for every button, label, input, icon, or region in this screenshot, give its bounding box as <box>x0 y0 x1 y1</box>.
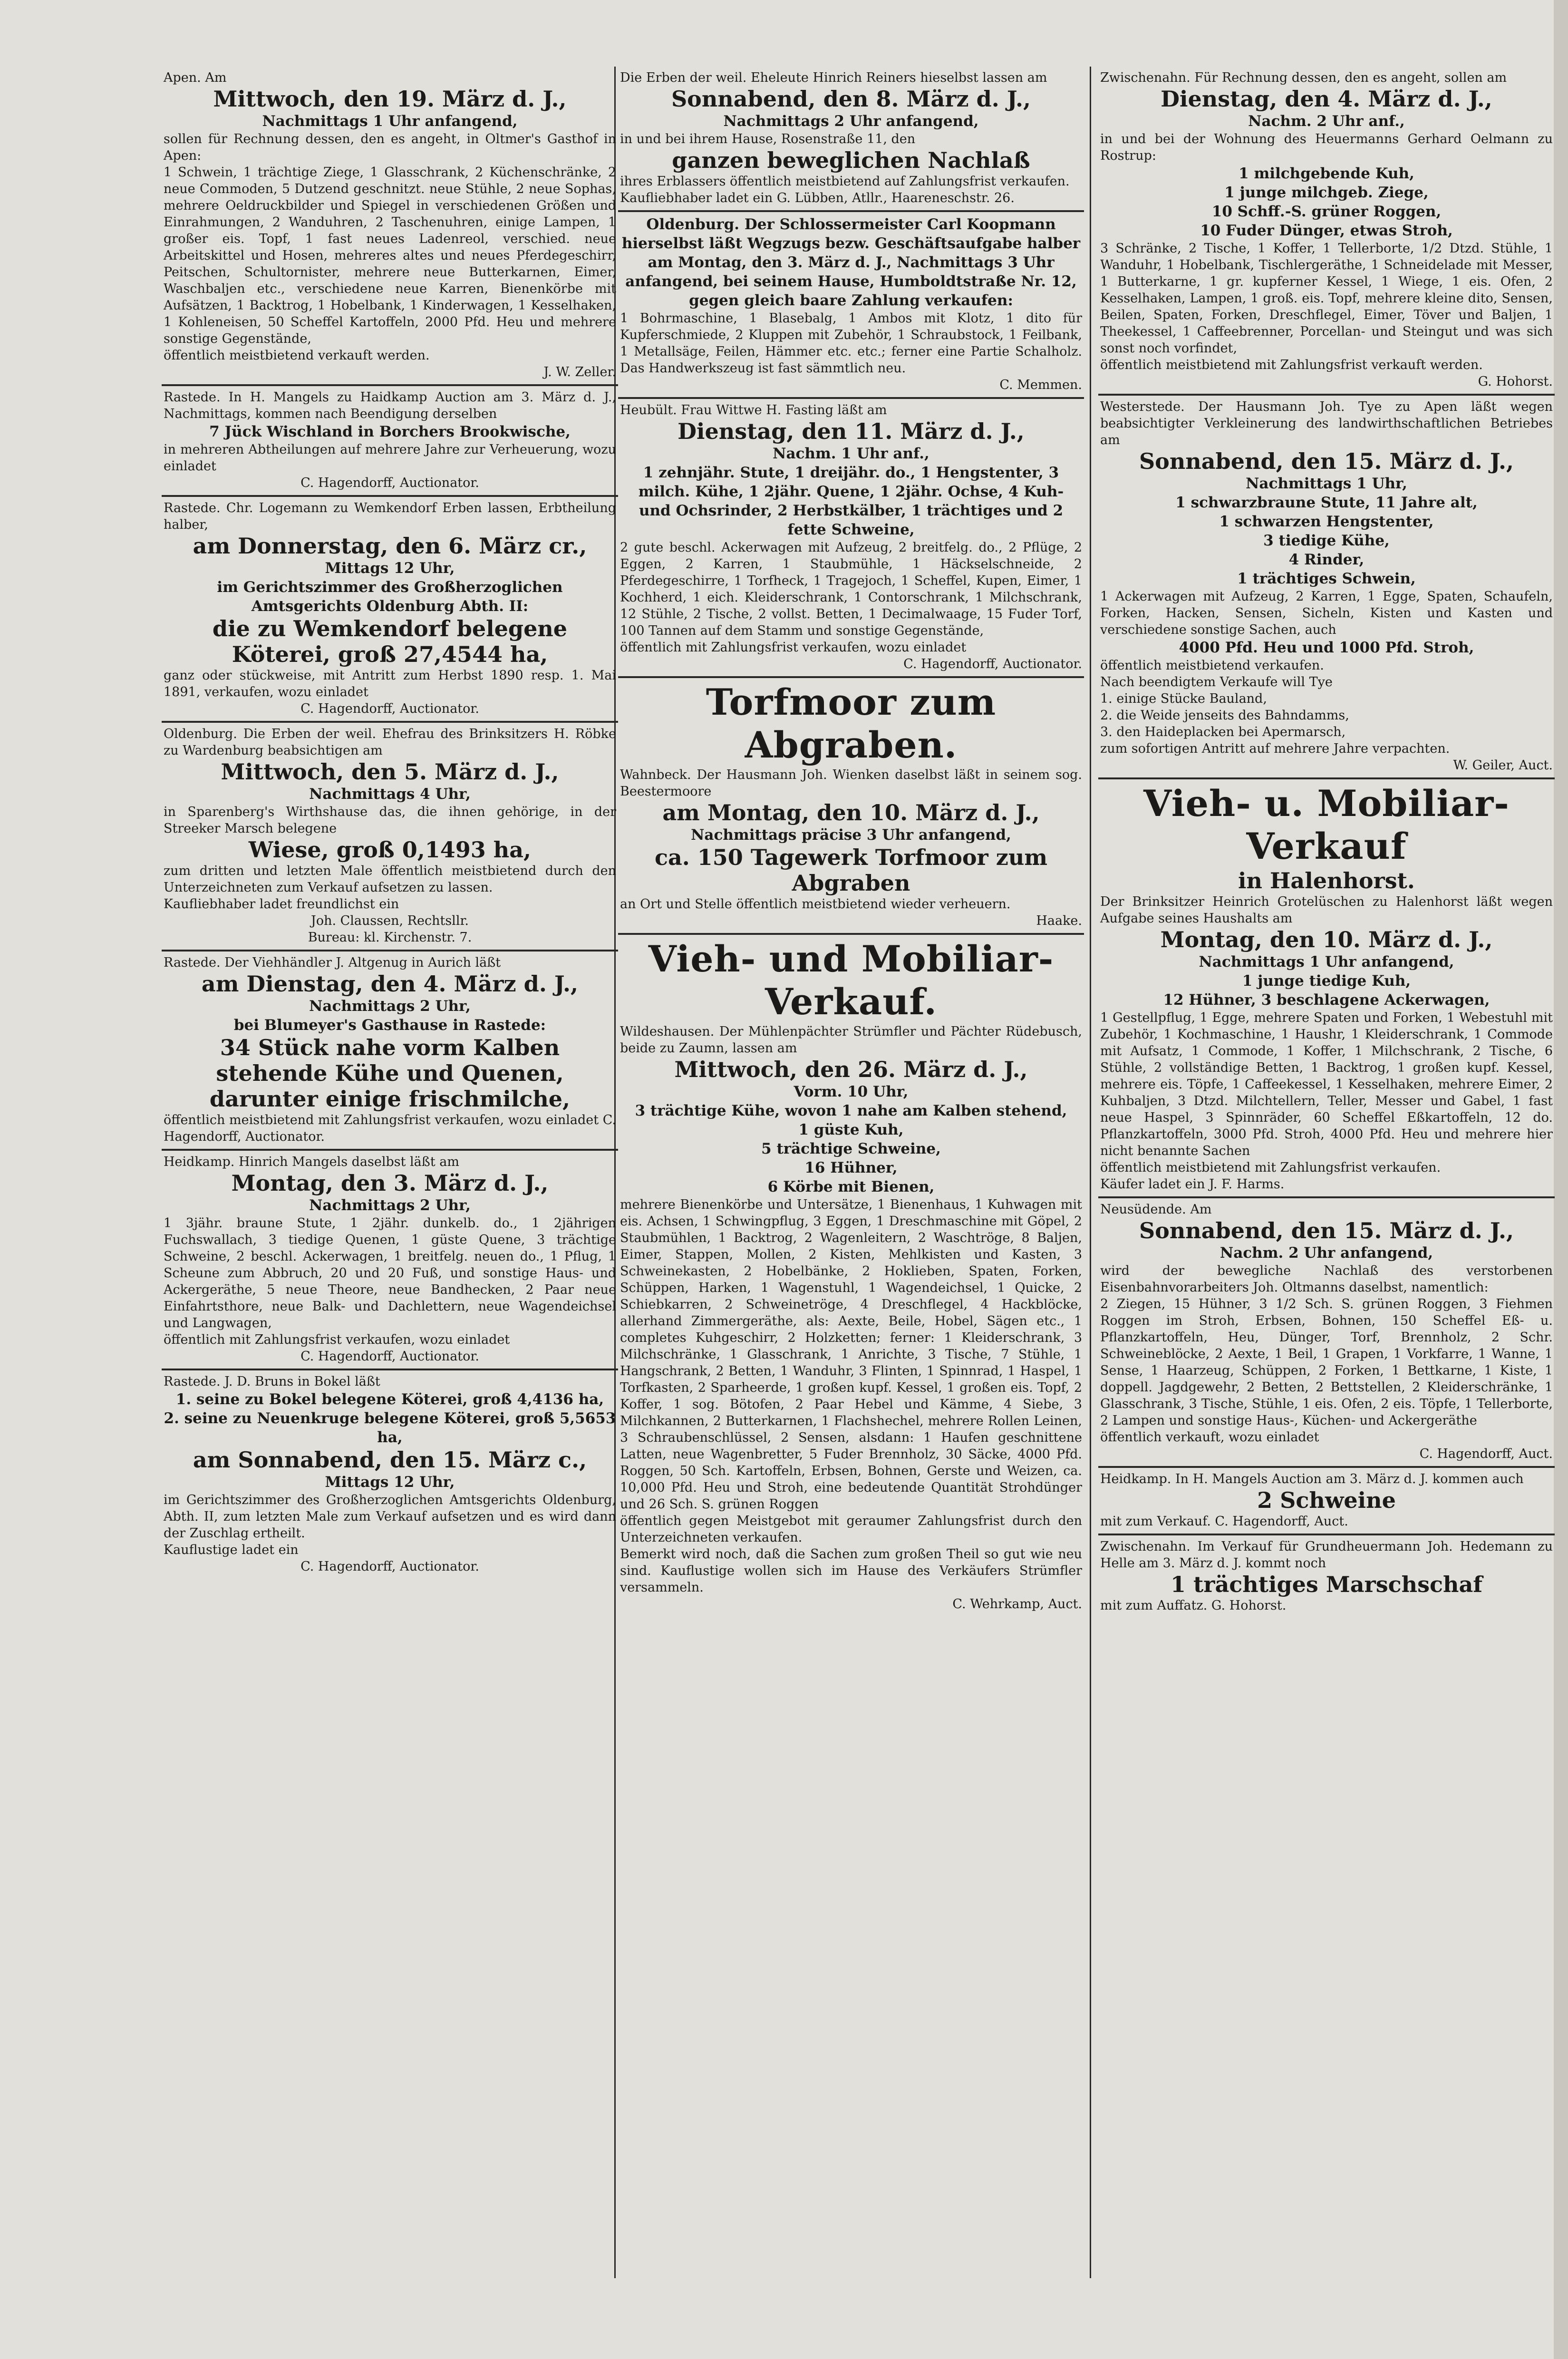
ad-text: C. Hagendorff, Auctionator. <box>300 1349 479 1364</box>
column-3 <box>1098 67 1555 2278</box>
ad-text: öffentlich gegen Meistgebot mit geraumer Zahlungsfrist durch den Unterzeichneten verkaufen. <box>620 1514 1082 1545</box>
ad-text: 1 Ackerwagen mit Aufzeug, 2 Karren, 1 Egge, Spaten, Schaufeln, Forken, Hacken, Sensen, Sicheln, Kisten und Kasten und verschiedene sonstige Sachen, auch <box>1100 589 1553 637</box>
ad-text: C. Wehrkamp, Auct. <box>952 1597 1082 1611</box>
ad-text: 3 trächtige Kühe, wovon 1 nahe am Kalben stehend, <box>635 1102 1067 1119</box>
ad-text: in und bei ihrem Hause, Rosenstraße 11, den <box>620 132 916 146</box>
ad-text: Nachm. 2 Uhr anf., <box>1248 113 1405 130</box>
ad-text: Rastede. J. D. Bruns in Bokel läßt <box>164 1374 380 1389</box>
ad-text: öffentlich meistbietend verkauft werden. <box>164 348 430 363</box>
ad-text: 7 Jück Wischland in Borchers Brookwische, <box>209 423 571 440</box>
ad-text: zum dritten und letzten Male öffentlich meistbietend durch den Unterzeichneten zum Verkauf aufsetzen zu lassen. <box>164 864 616 895</box>
ad-text: W. Geiler, Auct. <box>1453 758 1553 773</box>
advertisement <box>618 67 1084 212</box>
ad-text: öffentlich mit Zahlungsfrist verkaufen, wozu einladet <box>164 1332 510 1347</box>
ad-text: ganz oder stückweise, mit Antritt zum Herbst 1890 resp. 1. Mai 1891, verkaufen, wozu einladet <box>164 668 616 699</box>
ad-text: Kauflustige ladet ein <box>164 1543 299 1557</box>
ad-text: C. Hagendorff, Auctionator. <box>903 657 1082 671</box>
advertisement <box>1098 396 1555 779</box>
ad-text: Wahnbeck. Der Hausmann Joh. Wienken daselbst läßt in seinem sog. Beestermoore <box>620 767 1082 799</box>
ad-text: Nachmittags 2 Uhr anfangend, <box>723 113 979 130</box>
ad-text: Apen. Am <box>164 70 227 85</box>
ad-text: Zwischenahn. Im Verkauf für Grundheuermann Joh. Hedemann zu Helle am 3. März d. J. kommt noch <box>1100 1539 1553 1571</box>
ad-text: 1 junge tiedige Kuh, <box>1242 972 1411 990</box>
ad-text: Joh. Claussen, Rechtsllr. <box>311 913 469 928</box>
ad-text: am Dienstag, den 4. März d. J., <box>201 971 579 997</box>
ad-text: die zu Wemkendorf belegene Köterei, groß 27,4544 ha, <box>212 616 568 667</box>
ad-text: 5 trächtige Schweine, <box>761 1140 941 1157</box>
ad-text: Nachmittags 1 Uhr, <box>1246 475 1407 492</box>
ad-text: G. Hohorst. <box>1478 374 1553 389</box>
ad-text: ihres Erblassers öffentlich meistbietend auf Zahlungsfrist verkaufen. <box>620 174 1070 189</box>
ad-text: öffentlich meistbietend verkaufen. <box>1100 658 1324 673</box>
ad-text: 1 schwarzbraune Stute, 11 Jahre alt, <box>1175 494 1478 511</box>
advertisement <box>1098 1198 1555 1468</box>
ad-text: Oldenburg. Die Erben der weil. Ehefrau des Brinksitzers H. Röbke zu Wardenburg beabsichtigen am <box>164 727 616 758</box>
advertisement <box>162 497 618 723</box>
ad-text: Heidkamp. Hinrich Mangels daselbst läßt am <box>164 1155 459 1169</box>
advertisement <box>162 951 618 1151</box>
ad-text: in Sparenberg's Wirthshause das, die ihnen gehörige, in der Streeker Marsch belegene <box>164 805 616 836</box>
ad-text: Montag, den 3. März d. J., <box>231 1170 549 1196</box>
ad-text: Sonnabend, den 8. März d. J., <box>671 86 1031 112</box>
ad-text: 1 schwarzen Hengstenter, <box>1219 513 1434 530</box>
advertisement <box>1098 779 1555 1198</box>
ad-text: öffentlich meistbietend mit Zahlungsfrist verkaufen. <box>1100 1160 1441 1175</box>
ad-text: 10 Fuder Dünger, etwas Stroh, <box>1200 222 1453 239</box>
ad-text: Bureau: kl. Kirchenstr. 7. <box>308 930 472 945</box>
ad-text: Wildeshausen. Der Mühlenpächter Strümfler und Pächter Rüdebusch, beide zu Zaumn, lassen am <box>620 1024 1082 1056</box>
ad-text: Nachmittags 1 Uhr anfangend, <box>1199 953 1454 971</box>
advertisement <box>162 67 618 386</box>
ad-text: Oldenburg. Der Schlossermeister Carl Koopmann hierselbst läßt Wegzugs bezw. Geschäftsaufgabe halber am Montag, den 3. März d. J., Nachmittags 3 Uhr anfangend, bei seinem Hause, Humboldtstraße Nr. 12, gegen gleich baare Zahlung verkaufen: <box>621 216 1081 309</box>
advertisement <box>162 386 618 497</box>
ad-text: C. Hagendorff, Auctionator. <box>300 701 479 716</box>
ad-text: Westerstede. Der Hausmann Joh. Tye zu Apen läßt wegen beabsichtigter Verkleinerung des landwirthschaftlichen Betriebes am <box>1100 399 1553 447</box>
ad-text: Haake. <box>1036 913 1082 928</box>
ad-text: 1 milchgebende Kuh, <box>1239 165 1414 182</box>
ad-text: C. Hagendorff, Auctionator. <box>300 1559 479 1574</box>
ad-text: 34 Stück nahe vorm Kalben stehende Kühe und Quenen, darunter einige frischmilche, <box>209 1035 571 1112</box>
ad-text: Vieh- und Mobiliar-Verkauf. <box>648 938 1054 1023</box>
ad-text: 1. seine zu Bokel belegene Köterei, groß 4,4136 ha, <box>175 1391 604 1408</box>
advertisement <box>1098 1535 1555 1618</box>
ad-text: 10 Schff.-S. grüner Roggen, <box>1211 203 1442 220</box>
ad-text: in Halenhorst. <box>1238 868 1415 893</box>
ad-text: 1 Gestellpflug, 1 Egge, mehrere Spaten und Forken, 1 Webestuhl mit Zubehör, 1 Kochmaschine, 1 Haushr, 1 Kleiderschrank, 1 Commode mit Aufsatz, 1 Commode, 1 Koffer, 1 Milchschrank, 2 Tische, 6 Stühle, 2 vollständige Betten, 1 Backtrog, 1 großen kupf. Kessel, mehrere eis. Töpfe, 1 Caffeekessel, 1 Kesselhaken, mehrere Eimer, 2 Kuhbaljen, 3 Dtzd. Milchtellern, Teller, Messer und Gabel, 1 fast neue Haspel, 3 Spinnräder, 60 Scheffel Eßkartoffeln, 12 do. Pflanzkartoffeln, 3000 Pfd. Stroh, 4000 Pfd. Heu und mehrere hier nicht benannte Sachen <box>1100 1010 1553 1158</box>
ad-text: 2 Ziegen, 15 Hühner, 3 1/2 Sch. S. grünen Roggen, 3 Fiehmen Roggen im Stroh, Erbsen, Bohnen, 150 Scheffel Eß- u. Pflanzkartoffeln, Heu, Dünger, Torf, Brennholz, 2 Schr. Schweineblöcke, 2 Aexte, 1 Beil, 1 Grapen, 1 Vorkfarre, 1 Wanne, 1 Sense, 1 Haarzeug, Schüppen, 2 Forken, 1 Bettkarne, 1 Kiste, 1 doppell. Jagdgewehr, 2 Betten, 2 Bettstellen, 2 Kleiderschränke, 1 Glasschrank, 3 Tische, Stühle, 1 eis. Ofen, 2 eis. Töpfe, 1 Tellerborte, 2 Lampen und sonstige Haus-, Küchen- und Ackergeräthe <box>1100 1297 1553 1428</box>
ad-text: Käufer ladet ein J. F. Harms. <box>1100 1177 1285 1192</box>
ad-text: 16 Hühner, <box>804 1159 898 1176</box>
advertisement <box>162 723 618 951</box>
ad-text: C. Memmen. <box>999 378 1082 392</box>
ad-text: zum sofortigen Antritt auf mehrere Jahre verpachten. <box>1100 741 1450 756</box>
ad-text: sollen für Rechnung dessen, den es angeht, in Oltmer's Gasthof in Apen: <box>164 132 616 163</box>
ad-text: im Gerichtszimmer des Großherzoglichen Amtsgerichts Oldenburg, Abth. II, zum letzten Male zum Verkauf aufsetzen und es wird dann der Zuschlag ertheilt. <box>164 1493 616 1541</box>
ad-text: öffentlich verkauft, wozu einladet <box>1100 1430 1319 1445</box>
ad-text: Dienstag, den 11. März d. J., <box>678 418 1025 444</box>
ad-text: Sonnabend, den 15. März d. J., <box>1139 1218 1514 1243</box>
ad-text: Nachmittags 2 Uhr, <box>309 998 471 1015</box>
advertisement <box>162 1151 618 1370</box>
ad-text: Nachm. 1 Uhr anf., <box>773 445 929 462</box>
ad-text: 3. den Haideplacken bei Apermarsch, <box>1100 725 1346 739</box>
ad-text: am Donnerstag, den 6. März cr., <box>193 533 587 559</box>
ad-text: bei Blumeyer's Gasthause in Rastede: <box>233 1017 546 1034</box>
ad-text: Mittwoch, den 26. März d. J., <box>674 1057 1028 1082</box>
ad-text: Vorm. 10 Uhr, <box>794 1083 909 1100</box>
advertisement <box>618 935 1084 1616</box>
advertisement <box>618 399 1084 678</box>
ad-text: im Gerichtszimmer des Großherzoglichen Amtsgerichts Oldenburg Abth. II: <box>217 579 563 615</box>
ad-text: Mittags 12 Uhr, <box>325 1474 455 1491</box>
ad-text: ganzen beweglichen Nachlaß <box>672 147 1030 173</box>
ad-text: Nach beendigtem Verkaufe will Tye <box>1100 675 1333 689</box>
advertisement <box>1098 67 1555 396</box>
ad-text: 1 trächtiges Marschschaf <box>1170 1572 1483 1597</box>
ad-text: Bemerkt wird noch, daß die Sachen zum großen Theil so gut wie neu sind. Kauflustige wollen sich im Hause des Verkäufers Strümfler versammeln. <box>620 1547 1082 1595</box>
advertisement <box>162 1370 618 1579</box>
ad-text: Vieh- u. Mobiliar-Verkauf <box>1143 782 1510 867</box>
ad-text: Nachm. 2 Uhr anfangend, <box>1220 1244 1433 1262</box>
ad-text: Heidkamp. In H. Mangels Auction am 3. März d. J. kommen auch <box>1100 1472 1524 1486</box>
ad-text: 1 zehnjähr. Stute, 1 dreijähr. do., 1 Hengstenter, 3 milch. Kühe, 1 2jähr. Quene, 1 2jähr. Ochse, 4 Kuh- und Ochsrinder, 2 Herbstkälber, 1 trächtiges und 2 fette Schweine, <box>638 464 1064 538</box>
ad-text: 12 Hühner, 3 beschlagene Ackerwagen, <box>1163 991 1490 1009</box>
column-2 <box>618 67 1084 2278</box>
ad-text: ca. 150 Tagewerk Torfmoor zum Abgraben <box>654 845 1048 896</box>
page-edge <box>1554 0 1568 2359</box>
ad-text: Zwischenahn. Für Rechnung dessen, den es angeht, sollen am <box>1100 70 1507 85</box>
ad-text: 1 3jähr. braune Stute, 1 2jähr. dunkelb. do., 1 2jährigen Fuchswallach, 3 tiedige Quenen, 1 güste Quene, 3 trächtige Schweine, 2 beschl. Ackerwagen, 1 breitfelg. neuen do., 1 Pflug, 1 Scheune zum Abbruch, 20 und 20 Fuß, und sonstige Haus- und Ackergeräthe, 5 neue Theore, neue Bandhecken, 2 Paar neue Einfahrtsthore, neue Balk- und Dachlettern, neue Wagendeichsel und Langwagen, <box>164 1216 616 1330</box>
ad-text: mit zum Verkauf. C. Hagendorff, Auct. <box>1100 1514 1348 1529</box>
ad-text: 3 Schränke, 2 Tische, 1 Koffer, 1 Tellerborte, 1/2 Dtzd. Stühle, 1 Wanduhr, 1 Hobelbank, Tischlergeräthe, 1 Schneidelade mit Messer, 1 Butterkarne, 1 gr. kupferner Kessel, 1 Wiege, 1 eis. Ofen, 2 Kesselhaken, Lampen, 1 groß. eis. Topf, mehrere kleine dito, Sensen, Beilen, Spaten, Forken, Dreschflegel, Eimer, Töver und Baljen, 1 Theekessel, 1 Caffeebrenner, Porcellan- und Steingut und was sich sonst noch vorfindet, <box>1100 241 1553 356</box>
ad-text: öffentlich meistbietend mit Zahlungsfrist verkauft werden. <box>1100 358 1483 372</box>
ad-text: öffentlich mit Zahlungsfrist verkaufen, wozu einladet <box>620 640 967 655</box>
ad-text: Torfmoor zum Abgraben. <box>706 681 997 766</box>
ad-text: 4 Rinder, <box>1288 551 1365 568</box>
advertisement <box>618 678 1084 935</box>
ad-text: Neusüdende. Am <box>1100 1202 1212 1217</box>
ad-text: 1 Bohrmaschine, 1 Blasebalg, 1 Ambos mit Klotz, 1 dito für Kupferschmiede, 2 Kluppen mit Zubehör, 1 Schraubstock, 1 Feilbank, 1 Metallsäge, Feilen, Hämmer etc. etc.; ferner eine Partie Schalholz. Das Handwerkszeug ist fast sämmtlich neu. <box>620 311 1082 376</box>
ad-text: Kaufliebhaber ladet ein G. Lübben, Atllr., Haareneschstr. 26. <box>620 191 1015 205</box>
column-1 <box>162 67 618 2278</box>
advertisement <box>618 212 1084 399</box>
ad-text: mit zum Auffatz. G. Hohorst. <box>1100 1598 1287 1613</box>
ad-text: an Ort und Stelle öffentlich meistbietend wieder verheuern. <box>620 897 1011 912</box>
ad-text: 2 gute beschl. Ackerwagen mit Aufzeug, 2 breitfelg. do., 2 Pflüge, 2 Eggen, 2 Karren, 1 Staubmühle, 1 Häckselschneide, 2 Pferdegeschirre, 1 Torfheck, 1 Tragejoch, 1 Scheffel, Kupen, Eimer, 1 Kochherd, 1 eich. Kleiderschrank, 1 Contorschrank, 1 Milchschrank, 12 Stühle, 2 Tische, 2 vollst. Betten, 1 Decimalwaage, 15 Fuder Torf, 100 Tannen auf dem Stamm und sonstige Gegenstände, <box>620 540 1082 638</box>
ad-text: 1. einige Stücke Bauland, <box>1100 691 1267 706</box>
ad-text: am Montag, den 10. März d. J., <box>662 800 1040 825</box>
ad-text: 2. seine zu Neuenkruge belegene Köterei, groß 5,5653 ha, <box>164 1410 616 1446</box>
column-rule-2 <box>1090 67 1091 2278</box>
ad-text: Nachmittags präcise 3 Uhr anfangend, <box>691 826 1011 844</box>
ad-text: 1 junge milchgeb. Ziege, <box>1224 184 1429 201</box>
ad-text: 3 tiedige Kühe, <box>1263 532 1390 549</box>
ad-text: Sonnabend, den 15. März d. J., <box>1139 448 1514 474</box>
ad-text: Nachmittags 1 Uhr anfangend, <box>262 113 518 130</box>
advertisement <box>1098 1468 1555 1535</box>
ad-text: Heubült. Frau Wittwe H. Fasting läßt am <box>620 403 887 417</box>
ad-text: mehrere Bienenkörbe und Untersätze, 1 Bienenhaus, 1 Kuhwagen mit eis. Achsen, 1 Schwingpflug, 3 Eggen, 1 Dreschmaschine mit Göpel, 2 Staubmühlen, 1 Backtrog, 2 Wagenleitern, 2 Waschtröge, 8 Baljen, Eimer, Stappen, Mollen, 2 Kisten, Mehlkisten und Kasten, 3 Schweinekasten, 2 Hobelbänke, 2 Hoklieben, Spaten, Forken, Schüppen, Harken, 1 Wagenstuhl, 1 Wagendeichsel, 1 Quicke, 2 Schiebkarren, 2 Schweinetröge, 4 Dreschflegel, 4 Hackblöcke, allerhand Zimmergeräthe, als: Aexte, Beile, Hobel, Sägen etc., 1 completes Kuhgeschirr, 2 Holzketten; ferner: 1 Kleiderschrank, 3 Milchschränke, 1 Glasschrank, 1 Anrichte, 3 Tische, 7 Stühle, 1 Hangschrank, 2 Betten, 1 Wanduhr, 3 Flinten, 1 Spinnrad, 1 Haspel, 1 Torfkasten, 2 Sparheerde, 1 großen kupf. Kessel, 1 großen eis. Topf, 2 Koffer, 1 sog. Bötofen, 2 Paar Hebel und Kämme, 4 Siebe, 3 Milchkannen, 2 Butterkarnen, 1 Flachshechel, mehrere Rollen Leinen, 3 Schraubenschlüssel, 2 Sensen, alsdann: 1 Haufen geschnittene Latten, neue Wagenbretter, 5 Fuder Brennholz, 30 Säcke, 4000 Pfd. Roggen, 50 Sch. Kartoffeln, Erbsen, Bohnen, Gerste und Weizen, ca. 10,000 Pfd. Heu und Stroh, eine bedeutende Quantität Strohdünger und 26 Sch. S. grünen Roggen <box>620 1197 1082 1512</box>
ad-text: 2. die Weide jenseits des Bahndamms, <box>1100 708 1349 723</box>
ad-text: Mittwoch, den 5. März d. J., <box>221 759 559 785</box>
ad-text: Nachmittags 4 Uhr, <box>309 786 471 803</box>
ad-text: Rastede. In H. Mangels zu Haidkamp Auction am 3. März d. J., Nachmittags, kommen nach Beendigung derselben <box>164 390 616 421</box>
ad-text: 1 güste Kuh, <box>798 1121 904 1138</box>
ad-text: Die Erben der weil. Eheleute Hinrich Reiners hieselbst lassen am <box>620 70 1047 85</box>
ad-text: Mittags 12 Uhr, <box>325 560 455 577</box>
ad-text: Nachmittags 2 Uhr, <box>309 1197 471 1214</box>
ad-text: am Sonnabend, den 15. März c., <box>193 1447 587 1473</box>
ad-text: 2 Schweine <box>1257 1487 1396 1513</box>
ad-text: Wiese, groß 0,1493 ha, <box>248 837 532 863</box>
ad-text: 6 Körbe mit Bienen, <box>767 1178 935 1195</box>
ad-text: Dienstag, den 4. März d. J., <box>1161 86 1492 112</box>
ad-text: Mittwoch, den 19. März d. J., <box>213 86 567 112</box>
ad-text: Rastede. Chr. Logemann zu Wemkendorf Erben lassen, Erbtheilung halber, <box>164 501 616 532</box>
ad-text: C. Hagendorff, Auct. <box>1419 1446 1553 1461</box>
ad-text: J. W. Zeller. <box>543 365 616 379</box>
ad-text: in und bei der Wohnung des Heuermanns Gerhard Oelmann zu Rostrup: <box>1100 132 1553 163</box>
ad-text: Kaufliebhaber ladet freundlichst ein <box>164 897 399 912</box>
ad-text: 1 Schwein, 1 trächtige Ziege, 1 Glasschrank, 2 Küchenschränke, 2 neue Commoden, 5 Dutzend geschnitzt. neue Stühle, 2 neue Sophas, mehrere Oeldruckbilder und Spiegel in verschiedenen Größen und Einrahmungen, 2 Wanduhren, 2 Taschenuhren, einige Lampen, 1 großer eis. Topf, 1 fast neues Ladenreol, verschied. neue Arbeitskittel und Hosen, mehreres altes und neues Pferdegeschirr, Peitschen, Schultornister, mehrere neue Butterkarnen, Eimer, Waschbaljen etc., verschiedene neue Karren, Bienenkörbe mit Aufsätzen, 1 Backtrog, 1 Hobelbank, 1 Kinderwagen, 1 Kesselhaken, 1 Kohleneisen, 50 Scheffel Kartoffeln, 2000 Pfd. Heu und mehrere sonstige Gegenstände, <box>164 165 616 346</box>
ad-text: öffentlich meistbietend mit Zahlungsfrist verkaufen, wozu einladet C. Hagendorff, Auctionator. <box>164 1113 617 1144</box>
ad-text: wird der bewegliche Nachlaß des verstorbenen Eisenbahnvorarbeiters Joh. Oltmanns daselbst, namentlich: <box>1100 1263 1553 1295</box>
ad-text: Montag, den 10. März d. J., <box>1160 927 1493 952</box>
ad-text: 4000 Pfd. Heu und 1000 Pfd. Stroh, <box>1179 639 1474 656</box>
ad-text: C. Hagendorff, Auctionator. <box>300 476 479 490</box>
ad-text: 1 trächtiges Schwein, <box>1237 570 1416 587</box>
ad-text: Der Brinksitzer Heinrich Grotelüschen zu Halenhorst läßt wegen Aufgabe seines Haushalts am <box>1100 894 1553 926</box>
ad-text: in mehreren Abtheilungen auf mehrere Jahre zur Verheuerung, wozu einladet <box>164 442 616 474</box>
ad-text: Rastede. Der Viehhändler J. Altgenug in Aurich läßt <box>164 955 501 970</box>
